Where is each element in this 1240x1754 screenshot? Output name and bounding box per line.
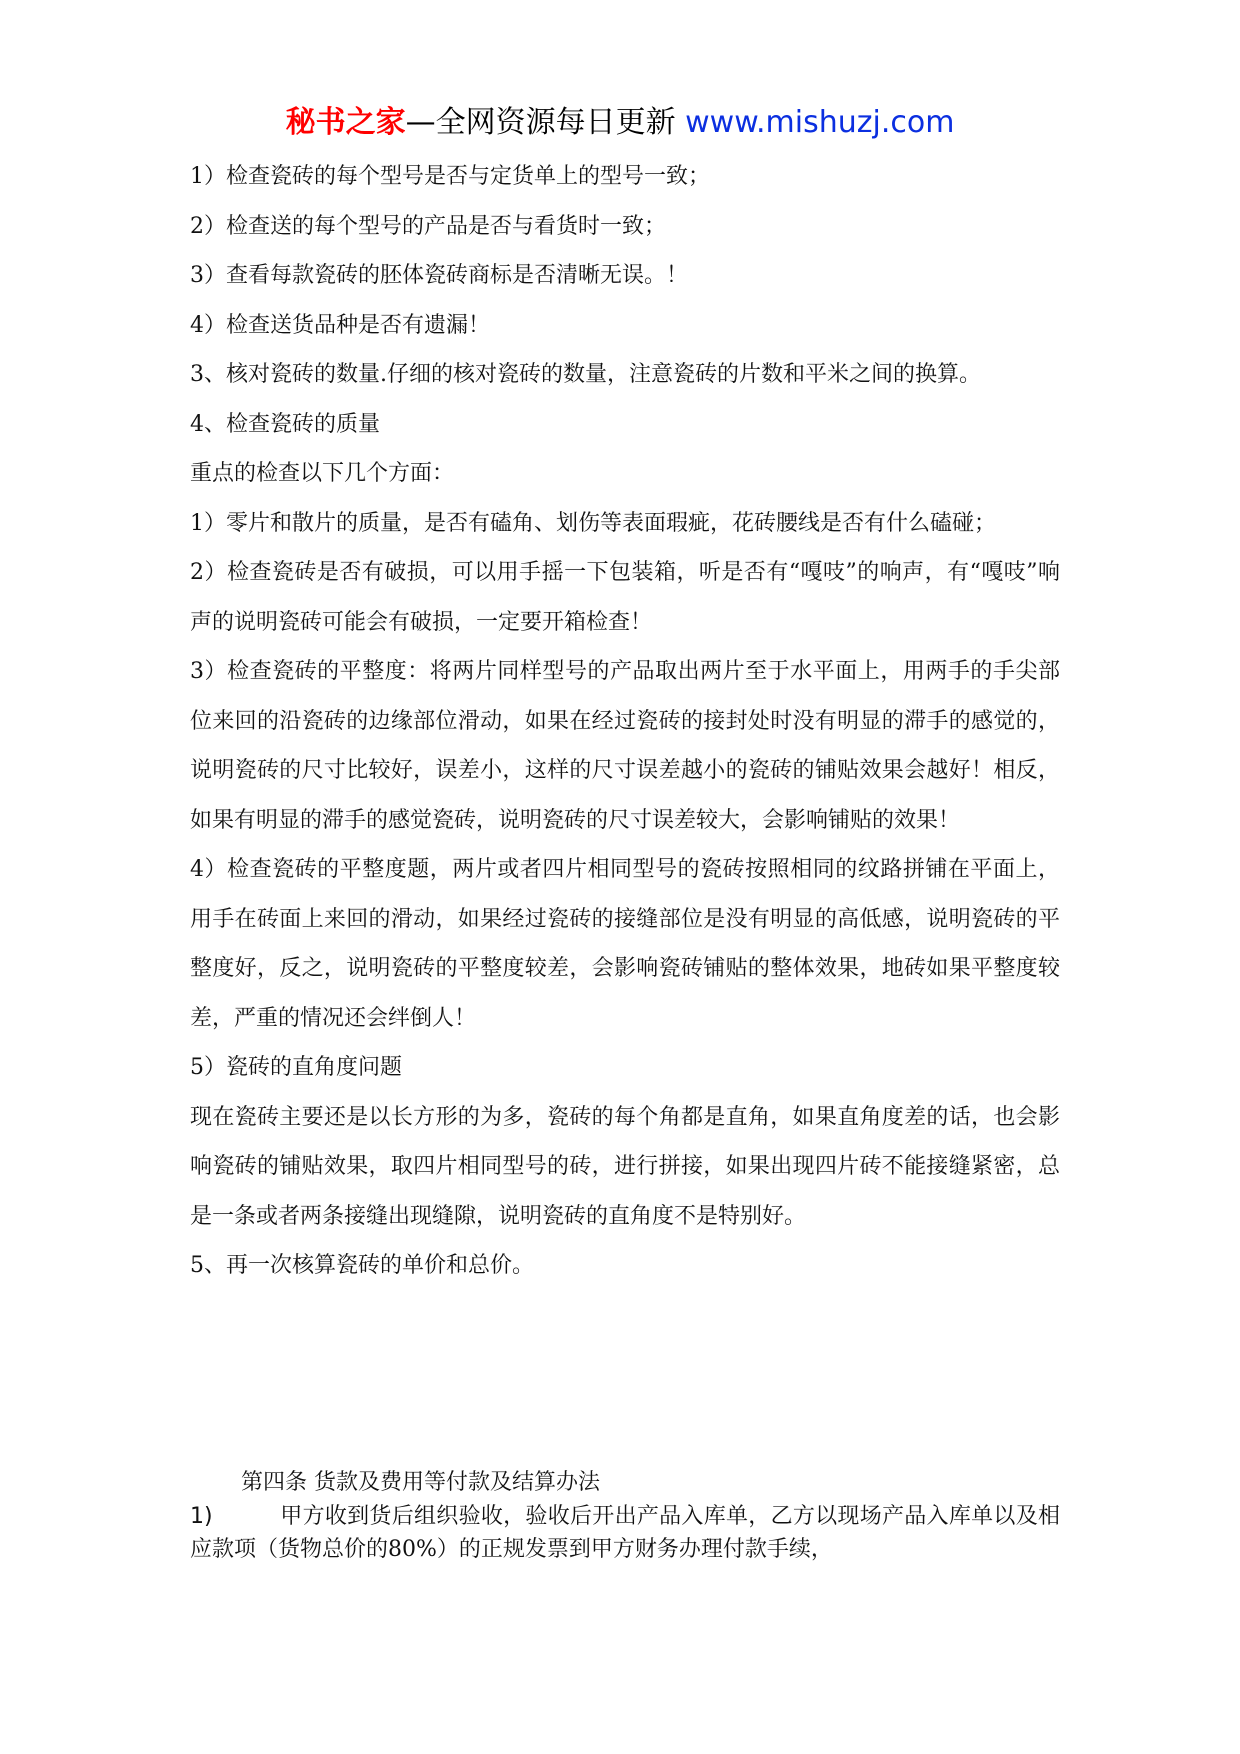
header-url-link[interactable]: www.mishuzj.com <box>685 105 955 140</box>
header-brand: 秘书之家 <box>285 105 406 140</box>
article-section <box>190 1466 1060 1566</box>
paragraph: 3）查看每款瓷砖的胚体瓷砖商标是否清晰无误。！ <box>190 263 688 288</box>
clause-number: 1) <box>190 1504 213 1529</box>
section-heading: 4、检查瓷砖的质量 <box>190 411 380 437</box>
document-body <box>190 152 1060 1291</box>
paragraph: 4）检查瓷砖的平整度题，两片或者四片相同型号的瓷砖按照相同的纹路拼铺在平面上，用手在砖面上来回的滑动，如果经过瓷砖的接缝部位是没有明显的高低感，说明瓷砖的平整度好，反之，说明瓷砖的平整度较差，会影响瓷砖铺贴的整体效果，地砖如果平整度较差，严重的情况还会绊倒人！ <box>190 857 1060 1031</box>
page-header <box>0 101 1240 145</box>
header-slogan: —全网资源每日更新 <box>405 105 686 140</box>
article-clause <box>190 1500 1060 1566</box>
paragraph: 4）检查送货品种是否有遗漏！ <box>190 312 490 338</box>
article-title: 第四条 货款及费用等付款及结算办法 <box>241 1470 600 1495</box>
paragraph: 2）检查瓷砖是否有破损，可以用手摇一下包装箱，听是否有“嘎吱”的响声，有“嘎吱”响声的说明瓷砖可能会有破损，一定要开箱检查！ <box>190 560 1060 635</box>
paragraph: 5）瓷砖的直角度问题 <box>190 1055 402 1080</box>
paragraph: 2）检查送的每个型号的产品是否与看货时一致； <box>190 213 666 239</box>
paragraph: 5、再一次核算瓷砖的单价和总价。 <box>190 1253 534 1278</box>
paragraph: 重点的检查以下几个方面： <box>190 461 455 486</box>
paragraph: 3、核对瓷砖的数量.仔细的核对瓷砖的数量，注意瓷砖的片数和平米之间的换算。 <box>190 362 981 387</box>
paragraph: 1）检查瓷砖的每个型号是否与定货单上的型号一致； <box>190 164 710 189</box>
clause-text: 甲方收到货后组织验收，验收后开出产品入库单，乙方以现场产品入库单以及相应款项（货物总价的80%）的正规发票到甲方财务办理付款手续， <box>190 1504 1060 1562</box>
paragraph: 3）检查瓷砖的平整度：将两片同样型号的产品取出两片至于水平面上，用两手的手尖部位来回的沿瓷砖的边缘部位滑动，如果在经过瓷砖的接封处时没有明显的滞手的感觉的，说明瓷砖的尺寸比较好，误差小，这样的尺寸误差越小的瓷砖的铺贴效果会越好！相反，如果有明显的滞手的感觉瓷砖，说明瓷砖的尺寸误差较大，会影响铺贴的效果！ <box>190 659 1060 833</box>
paragraph: 1）零片和散片的质量，是否有磕角、划伤等表面瑕疵，花砖腰线是否有什么磕碰； <box>190 510 996 536</box>
paragraph: 现在瓷砖主要还是以长方形的为多，瓷砖的每个角都是直角，如果直角度差的话，也会影响瓷砖的铺贴效果，取四片相同型号的砖，进行拼接，如果出现四片砖不能接缝紧密，总是一条或者两条接缝出现缝隙，说明瓷砖的直角度不是特别好。 <box>190 1104 1060 1229</box>
